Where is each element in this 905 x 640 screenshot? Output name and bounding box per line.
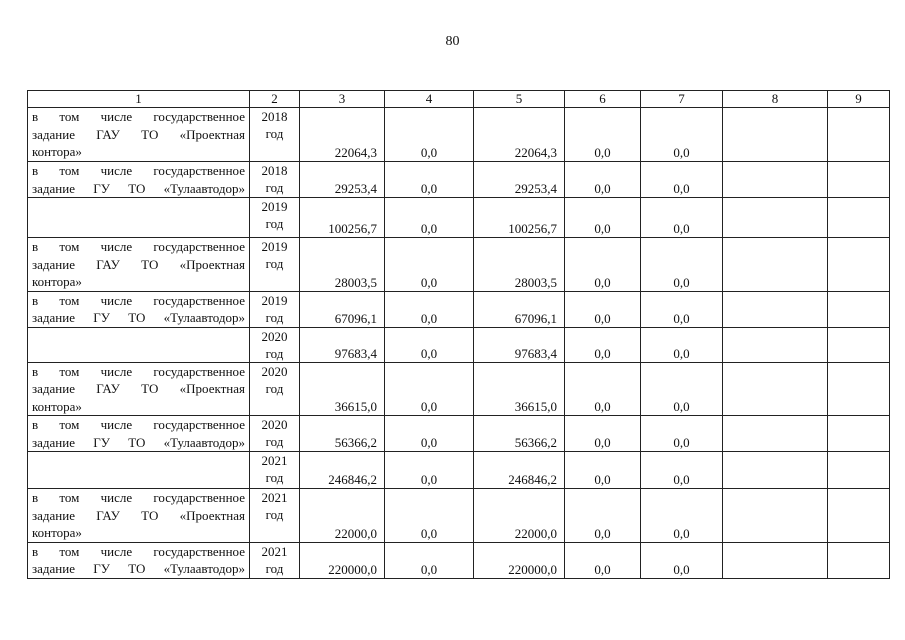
description-line: в том числе государственное xyxy=(32,292,245,308)
cell-c8 xyxy=(723,162,828,198)
cell-c5: 246846,2 xyxy=(474,452,565,489)
cell-c5: 100256,7 xyxy=(474,198,565,238)
cell-c3: 22000,0 xyxy=(300,489,385,543)
row-description xyxy=(28,416,250,452)
column-header: 8 xyxy=(723,91,828,108)
cell-c6: 0,0 xyxy=(565,162,641,198)
year-value: 2018 xyxy=(261,109,288,124)
row-description xyxy=(28,198,250,238)
column-header: 2 xyxy=(250,91,300,108)
row-description xyxy=(28,327,250,362)
cell-c8 xyxy=(723,198,828,238)
cell-c6: 0,0 xyxy=(565,542,641,578)
cell-c6: 0,0 xyxy=(565,362,641,416)
cell-c7: 0,0 xyxy=(641,198,723,238)
row-description xyxy=(28,108,250,162)
column-header: 3 xyxy=(300,91,385,108)
cell-c9 xyxy=(828,489,890,543)
cell-c9 xyxy=(828,542,890,578)
cell-c7: 0,0 xyxy=(641,416,723,452)
cell-c5: 56366,2 xyxy=(474,416,565,452)
table-row xyxy=(28,362,890,416)
year-value: 2021 xyxy=(261,490,288,505)
column-header: 9 xyxy=(828,91,890,108)
description-line: контора» xyxy=(32,144,82,159)
cell-c9 xyxy=(828,291,890,327)
cell-c8 xyxy=(723,416,828,452)
cell-c7: 0,0 xyxy=(641,489,723,543)
description-line: задание ГАУ ТО «Проектная xyxy=(32,381,245,396)
year-value: 2021 xyxy=(261,543,288,559)
row-year xyxy=(250,542,300,578)
year-unit: год xyxy=(265,256,284,271)
column-header: 1 xyxy=(28,91,250,108)
cell-c4: 0,0 xyxy=(385,452,474,489)
year-unit: год xyxy=(265,126,284,141)
cell-c3: 36615,0 xyxy=(300,362,385,416)
year-value: 2020 xyxy=(261,328,288,344)
year-unit: год xyxy=(265,560,284,576)
cell-c9 xyxy=(828,108,890,162)
row-year xyxy=(250,108,300,162)
cell-c3: 22064,3 xyxy=(300,108,385,162)
row-description xyxy=(28,542,250,578)
row-year xyxy=(250,362,300,416)
cell-c5: 36615,0 xyxy=(474,362,565,416)
cell-c4: 0,0 xyxy=(385,162,474,198)
cell-c8 xyxy=(723,489,828,543)
cell-c8 xyxy=(723,327,828,362)
cell-c5: 28003,5 xyxy=(474,238,565,292)
table-row xyxy=(28,327,890,362)
cell-c4: 0,0 xyxy=(385,362,474,416)
cell-c7: 0,0 xyxy=(641,452,723,489)
row-description xyxy=(28,238,250,292)
cell-c7: 0,0 xyxy=(641,162,723,198)
cell-c7: 0,0 xyxy=(641,542,723,578)
page-number: 80 xyxy=(445,34,460,49)
year-unit: год xyxy=(265,180,284,195)
description-line: в том числе государственное xyxy=(32,417,245,432)
cell-c6: 0,0 xyxy=(565,452,641,489)
cell-c5: 29253,4 xyxy=(474,162,565,198)
year-value: 2019 xyxy=(261,199,288,214)
year-value: 2021 xyxy=(261,453,288,468)
year-unit: год xyxy=(265,380,284,396)
cell-c6: 0,0 xyxy=(565,291,641,327)
cell-c7: 0,0 xyxy=(641,362,723,416)
description-line: задание ГУ ТО «Тулаавтодор» xyxy=(32,434,245,450)
year-value: 2019 xyxy=(261,292,288,308)
year-unit: год xyxy=(265,216,284,231)
row-year xyxy=(250,162,300,198)
row-year xyxy=(250,416,300,452)
row-year xyxy=(250,327,300,362)
description-line: задание ГУ ТО «Тулаавтодор» xyxy=(32,180,245,196)
description-line: в том числе государственное xyxy=(32,109,245,124)
cell-c5: 97683,4 xyxy=(474,327,565,362)
column-header: 4 xyxy=(385,91,474,108)
cell-c6: 0,0 xyxy=(565,327,641,362)
cell-c4: 0,0 xyxy=(385,489,474,543)
year-unit: год xyxy=(265,434,284,449)
cell-c3: 29253,4 xyxy=(300,162,385,198)
row-description xyxy=(28,489,250,543)
description-line: контора» xyxy=(32,398,82,414)
cell-c5: 67096,1 xyxy=(474,291,565,327)
year-unit: год xyxy=(265,309,284,325)
cell-c4: 0,0 xyxy=(385,416,474,452)
cell-c6: 0,0 xyxy=(565,238,641,292)
cell-c9 xyxy=(828,238,890,292)
cell-c8 xyxy=(723,238,828,292)
table-row xyxy=(28,162,890,198)
cell-c4: 0,0 xyxy=(385,542,474,578)
year-unit: год xyxy=(265,470,284,485)
row-year xyxy=(250,238,300,292)
cell-c8 xyxy=(723,542,828,578)
header-row xyxy=(28,91,890,108)
year-value: 2018 xyxy=(261,163,288,178)
row-year xyxy=(250,489,300,543)
column-header: 7 xyxy=(641,91,723,108)
row-description xyxy=(28,162,250,198)
cell-c9 xyxy=(828,452,890,489)
column-header: 6 xyxy=(565,91,641,108)
cell-c4: 0,0 xyxy=(385,198,474,238)
row-description xyxy=(28,452,250,489)
cell-c6: 0,0 xyxy=(565,416,641,452)
description-line: в том числе государственное xyxy=(32,163,245,178)
description-line: контора» xyxy=(32,525,82,540)
cell-c9 xyxy=(828,327,890,362)
table-row xyxy=(28,238,890,292)
cell-c3: 246846,2 xyxy=(300,452,385,489)
cell-c3: 97683,4 xyxy=(300,327,385,362)
cell-c8 xyxy=(723,291,828,327)
cell-c8 xyxy=(723,452,828,489)
cell-c9 xyxy=(828,362,890,416)
cell-c7: 0,0 xyxy=(641,291,723,327)
cell-c7: 0,0 xyxy=(641,327,723,362)
table-row xyxy=(28,291,890,327)
description-line: в том числе государственное xyxy=(32,239,245,254)
cell-c5: 22000,0 xyxy=(474,489,565,543)
table-body xyxy=(28,108,890,579)
year-unit: год xyxy=(265,507,284,522)
table-row xyxy=(28,108,890,162)
row-year xyxy=(250,291,300,327)
table-row xyxy=(28,542,890,578)
cell-c7: 0,0 xyxy=(641,238,723,292)
cell-c9 xyxy=(828,416,890,452)
cell-c3: 67096,1 xyxy=(300,291,385,327)
table-row xyxy=(28,416,890,452)
column-header: 5 xyxy=(474,91,565,108)
cell-c6: 0,0 xyxy=(565,489,641,543)
cell-c8 xyxy=(723,362,828,416)
cell-c5: 22064,3 xyxy=(474,108,565,162)
table-row xyxy=(28,198,890,238)
cell-c4: 0,0 xyxy=(385,291,474,327)
cell-c6: 0,0 xyxy=(565,108,641,162)
year-value: 2019 xyxy=(261,239,288,254)
cell-c3: 56366,2 xyxy=(300,416,385,452)
description-line: задание ГАУ ТО «Проектная xyxy=(32,126,245,142)
row-description xyxy=(28,291,250,327)
table-row xyxy=(28,452,890,489)
description-line: в том числе государственное xyxy=(32,363,245,379)
cell-c6: 0,0 xyxy=(565,198,641,238)
cell-c3: 28003,5 xyxy=(300,238,385,292)
description-line: контора» xyxy=(32,274,82,289)
cell-c9 xyxy=(828,198,890,238)
cell-c5: 220000,0 xyxy=(474,542,565,578)
cell-c3: 100256,7 xyxy=(300,198,385,238)
row-description xyxy=(28,362,250,416)
year-value: 2020 xyxy=(261,363,288,379)
year-value: 2020 xyxy=(261,417,288,432)
description-line: задание ГАУ ТО «Проектная xyxy=(32,256,245,272)
table-row xyxy=(28,489,890,543)
description-line: задание ГАУ ТО «Проектная xyxy=(32,507,245,523)
row-year xyxy=(250,452,300,489)
cell-c7: 0,0 xyxy=(641,108,723,162)
cell-c4: 0,0 xyxy=(385,108,474,162)
cell-c4: 0,0 xyxy=(385,327,474,362)
description-line: в том числе государственное xyxy=(32,490,245,505)
description-line: задание ГУ ТО «Тулаавтодор» xyxy=(32,561,245,576)
year-unit: год xyxy=(265,345,284,361)
row-year xyxy=(250,198,300,238)
cell-c9 xyxy=(828,162,890,198)
description-line: задание ГУ ТО «Тулаавтодор» xyxy=(32,310,245,325)
cell-c8 xyxy=(723,108,828,162)
cell-c4: 0,0 xyxy=(385,238,474,292)
budget-table xyxy=(27,90,890,579)
cell-c3: 220000,0 xyxy=(300,542,385,578)
description-line: в том числе государственное xyxy=(32,543,245,559)
